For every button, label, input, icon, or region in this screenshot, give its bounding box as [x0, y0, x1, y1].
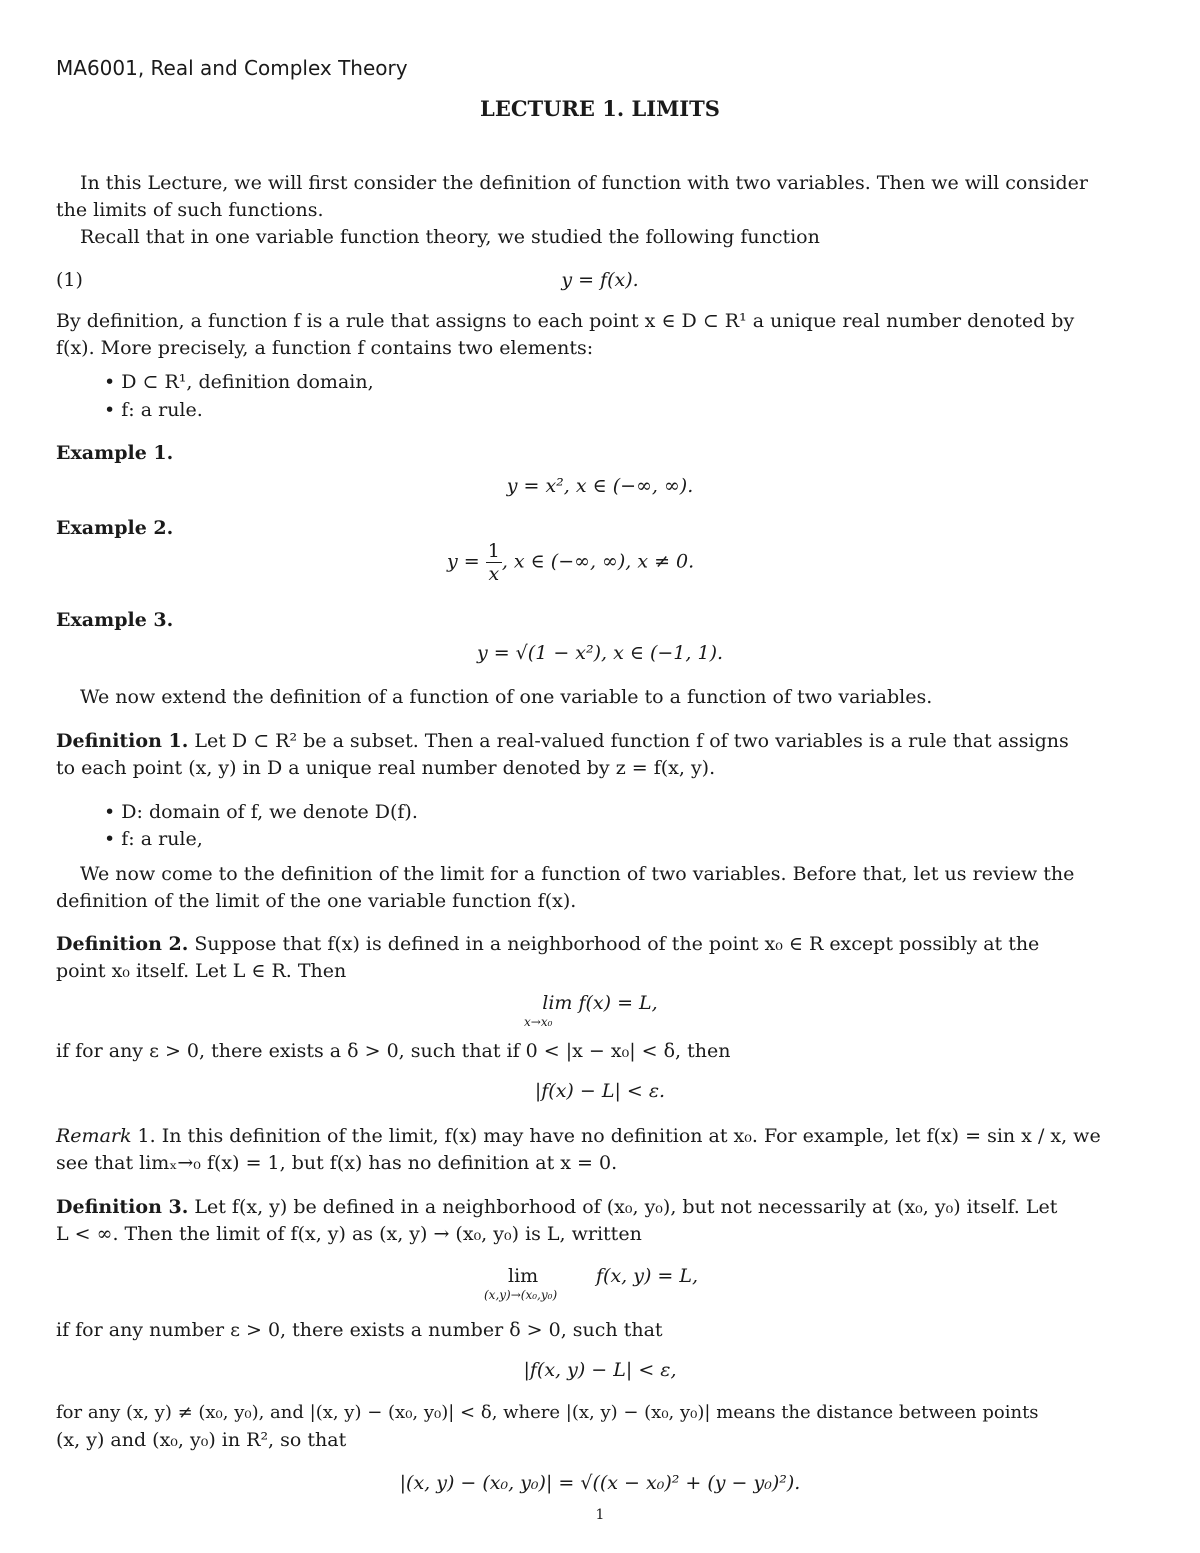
equation-1-label: (1) [56, 269, 83, 291]
remark-line-2: see that limₓ→₀ f(x) = 1, but f(x) has no definition at x = 0. [56, 1152, 618, 1174]
remark-text: 1. In this definition of the limit, f(x) may have no definition at x₀. For example, let f(x) = sin x / x, we [137, 1125, 1101, 1147]
limit-intro-line-2: definition of the limit of the one variable function f(x). [56, 890, 577, 912]
bullet-text: D: domain of f, we denote D(f). [121, 801, 418, 823]
limit-intro-line-1: We now come to the definition of the limit for a function of two variables. Before that, let us review the [80, 863, 1075, 885]
definition-2-inequality: |f(x) − L| < ε. [534, 1080, 666, 1102]
bullet-icon: • [104, 828, 116, 850]
example-2-lhs: y = [447, 550, 480, 573]
example-2-equation [447, 540, 694, 585]
definition-paragraph-line-1: By definition, a function f is a rule that assigns to each point x ∈ D ⊂ R¹ a unique real number denoted by [56, 310, 1075, 332]
fraction-one-over-x: $\frac{1}{x}$ [487, 540, 500, 585]
equation-1: y = f(x). [561, 269, 639, 291]
definition-3-label: Definition 3. [56, 1196, 189, 1218]
definition-1-line-2: to each point (x, y) in D a unique real number denoted by z = f(x, y). [56, 757, 716, 779]
bullet-text: D ⊂ R¹, definition domain, [121, 371, 374, 393]
definition-3-limit-subscript: (x,y)→(x₀,y₀) [484, 1288, 558, 1302]
definition-2-limit-subscript: x→x₀ [524, 1015, 553, 1029]
definition-1-text: Let D ⊂ R² be a subset. Then a real-valued function f of two variables is a rule that assigns [194, 730, 1069, 752]
intro-line-1: In this Lecture, we will first consider the definition of function with two variables. Then we will consider [80, 172, 1088, 194]
lecture-title: LECTURE 1. LIMITS [480, 96, 720, 121]
example-3-label: Example 3. [56, 609, 174, 631]
definition-3-lim-word: lim [508, 1265, 539, 1287]
remark-label: Remark [56, 1125, 132, 1147]
definition-3-condition: if for any number ε > 0, there exists a number δ > 0, such that [56, 1319, 663, 1341]
bullet-item [104, 801, 418, 823]
bullet-item [104, 399, 203, 421]
example-2-label: Example 2. [56, 517, 174, 539]
example-1-equation: y = x², x ∈ (−∞, ∞). [506, 475, 694, 497]
final-paragraph-line-2: (x, y) and (x₀, y₀) in R², so that [56, 1429, 347, 1451]
remark-line-1 [56, 1125, 1101, 1147]
bullet-icon: • [104, 801, 116, 823]
definition-2-condition: if for any ε > 0, there exists a δ > 0, such that if 0 < |x − x₀| < δ, then [56, 1040, 731, 1062]
intro-line-2: the limits of such functions. [56, 199, 324, 221]
bullet-icon: • [104, 371, 116, 393]
definition-3-line-1 [56, 1196, 1057, 1218]
course-header: MA6001, Real and Complex Theory [56, 56, 408, 80]
definition-paragraph-line-2: f(x). More precisely, a function f contains two elements: [56, 337, 594, 359]
bullet-text: f: a rule. [121, 399, 203, 421]
extend-text: We now extend the definition of a function of one variable to a function of two variables. [80, 686, 933, 708]
definition-3-line-2: L < ∞. Then the limit of f(x, y) as (x, y) → (x₀, y₀) is L, written [56, 1223, 642, 1245]
bullet-text: f: a rule, [121, 828, 203, 850]
final-paragraph-line-1: for any (x, y) ≠ (x₀, y₀), and |(x, y) − (x₀, y₀)| < δ, where |(x, y) − (x₀, y₀)| means the distance between points [56, 1402, 1039, 1423]
definition-2-line-1 [56, 933, 1039, 955]
definition-1-line-1 [56, 730, 1069, 752]
definition-1-label: Definition 1. [56, 730, 189, 752]
example-2-rhs: , x ∈ (−∞, ∞), x ≠ 0. [501, 550, 695, 573]
definition-2-label: Definition 2. [56, 933, 189, 955]
definition-3-limit: f(x, y) = L, [596, 1265, 699, 1287]
distance-equation: |(x, y) − (x₀, y₀)| = √((x − x₀)² + (y − y₀)²). [399, 1472, 801, 1494]
bullet-icon: • [104, 399, 116, 421]
bullet-item [104, 828, 203, 850]
recall-text: Recall that in one variable function theory, we studied the following function [80, 226, 820, 248]
page-number: 1 [595, 1507, 605, 1523]
definition-3-text: Let f(x, y) be defined in a neighborhood of (x₀, y₀), but not necessarily at (x₀, y₀) itself. Let [194, 1196, 1058, 1218]
example-1-label: Example 1. [56, 442, 174, 464]
definition-2-limit: lim f(x) = L, [542, 992, 658, 1014]
example-3-equation: y = √(1 − x²), x ∈ (−1, 1). [476, 642, 724, 664]
definition-2-line-2: point x₀ itself. Let L ∈ R. Then [56, 960, 347, 982]
definition-3-inequality: |f(x, y) − L| < ε, [523, 1359, 677, 1381]
bullet-item [104, 371, 374, 393]
definition-2-text: Suppose that f(x) is defined in a neighborhood of the point x₀ ∈ R except possibly at the [194, 933, 1040, 955]
